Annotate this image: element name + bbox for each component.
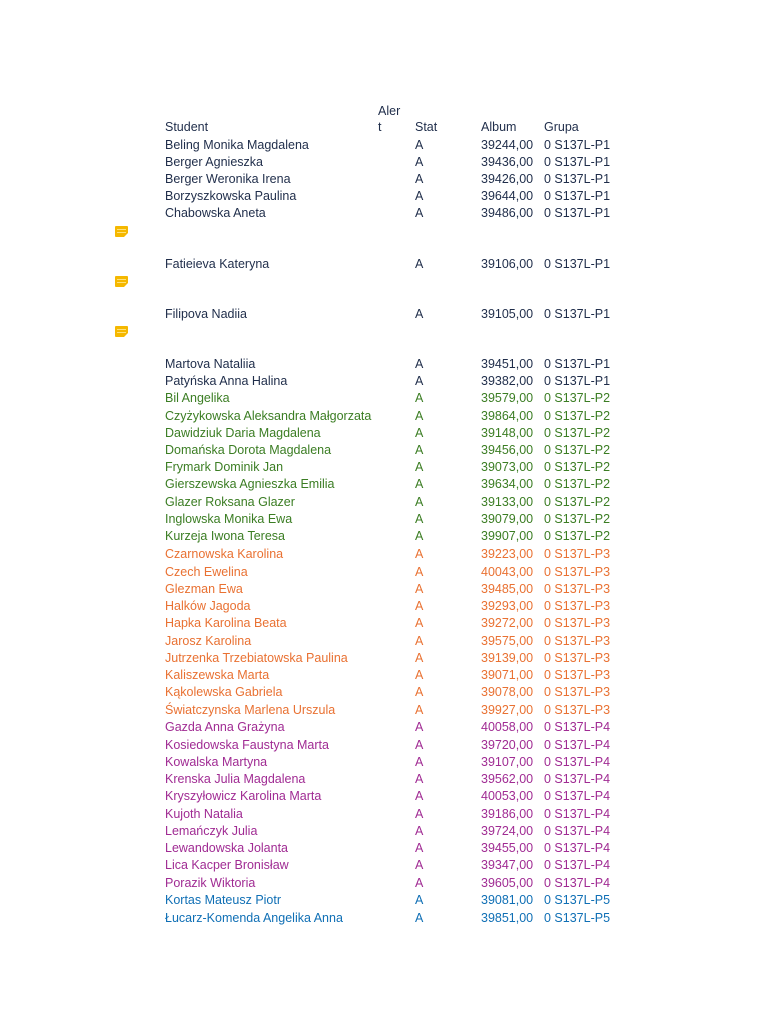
- group-cell: 0 S137L-P1: [544, 307, 611, 321]
- table-row: [0, 528, 768, 545]
- group-cell: 0 S137L-P3: [544, 599, 611, 613]
- status-cell: A: [415, 460, 424, 474]
- student-name: Domańska Dorota Magdalena: [165, 443, 332, 457]
- group-cell: 0 S137L-P3: [544, 651, 611, 665]
- table-row: [0, 306, 768, 323]
- group-cell: 0 S137L-P2: [544, 529, 611, 543]
- group-cell: 0 S137L-P3: [544, 668, 611, 682]
- album-cell: 39575,00: [481, 634, 534, 648]
- album-cell: 39927,00: [481, 703, 534, 717]
- album-cell: 39644,00: [481, 189, 534, 203]
- status-cell: A: [415, 189, 424, 203]
- student-name: Inglowska Monika Ewa: [165, 512, 293, 526]
- album-cell: 39486,00: [481, 206, 534, 220]
- status-cell: A: [415, 477, 424, 491]
- album-cell: 39426,00: [481, 172, 534, 186]
- album-cell: 39724,00: [481, 824, 534, 838]
- album-cell: 39851,00: [481, 911, 534, 925]
- album-cell: 39579,00: [481, 391, 534, 405]
- album-cell: 39451,00: [481, 357, 534, 371]
- status-cell: A: [415, 155, 424, 169]
- status-cell: A: [415, 789, 424, 803]
- album-cell: 39244,00: [481, 138, 534, 152]
- student-name: Lemańczyk Julia: [165, 824, 258, 838]
- student-name: Kosiedowska Faustyna Marta: [165, 738, 329, 752]
- group-cell: 0 S137L-P1: [544, 257, 611, 271]
- note-icon[interactable]: [115, 226, 128, 237]
- group-cell: 0 S137L-P2: [544, 512, 611, 526]
- table-row: [0, 823, 768, 840]
- album-cell: 39272,00: [481, 616, 534, 630]
- student-name: Patyńska Anna Halina: [165, 374, 288, 388]
- album-cell: 39223,00: [481, 547, 534, 561]
- table-row: [0, 494, 768, 511]
- group-cell: 0 S137L-P1: [544, 374, 611, 388]
- album-cell: 39907,00: [481, 529, 534, 543]
- status-cell: A: [415, 307, 424, 321]
- group-cell: 0 S137L-P5: [544, 911, 611, 925]
- student-name: Glazer Roksana Glazer: [165, 495, 295, 509]
- student-name: Porazik Wiktoria: [165, 876, 256, 890]
- album-cell: 39148,00: [481, 426, 534, 440]
- album-cell: 39720,00: [481, 738, 534, 752]
- table-row: [0, 615, 768, 632]
- student-name: Bil Angelika: [165, 391, 230, 405]
- table-row: [0, 442, 768, 459]
- status-cell: A: [415, 824, 424, 838]
- group-cell: 0 S137L-P2: [544, 495, 611, 509]
- table-row: [0, 256, 768, 273]
- header-stat: Stat: [415, 120, 438, 134]
- status-cell: A: [415, 738, 424, 752]
- group-cell: 0 S137L-P2: [544, 443, 611, 457]
- album-cell: 39139,00: [481, 651, 534, 665]
- status-cell: A: [415, 841, 424, 855]
- header-album: Album: [481, 120, 517, 134]
- status-cell: A: [415, 138, 424, 152]
- album-cell: 40043,00: [481, 565, 534, 579]
- student-name: Jutrzenka Trzebiatowska Paulina: [165, 651, 348, 665]
- status-cell: A: [415, 876, 424, 890]
- group-cell: 0 S137L-P4: [544, 824, 611, 838]
- table-row: [0, 788, 768, 805]
- student-name: Czech Ewelina: [165, 565, 248, 579]
- album-cell: 39107,00: [481, 755, 534, 769]
- table-row: [0, 356, 768, 373]
- table-row: [0, 373, 768, 390]
- group-cell: 0 S137L-P5: [544, 893, 611, 907]
- status-cell: A: [415, 495, 424, 509]
- student-name: Kujoth Natalia: [165, 807, 243, 821]
- table-row: [0, 875, 768, 892]
- album-cell: 39081,00: [481, 893, 534, 907]
- group-cell: 0 S137L-P2: [544, 426, 611, 440]
- student-name: Chabowska Aneta: [165, 206, 266, 220]
- table-row: [0, 650, 768, 667]
- table-row: [0, 684, 768, 701]
- status-cell: A: [415, 703, 424, 717]
- group-cell: 0 S137L-P1: [544, 189, 611, 203]
- status-cell: A: [415, 720, 424, 734]
- student-name: Dawidziuk Daria Magdalena: [165, 426, 321, 440]
- status-cell: A: [415, 172, 424, 186]
- album-cell: 39079,00: [481, 512, 534, 526]
- table-row: [0, 667, 768, 684]
- status-cell: A: [415, 911, 424, 925]
- student-name: Filipova Nadiia: [165, 307, 247, 321]
- table-row: [0, 511, 768, 528]
- student-name: Gierszewska Agnieszka Emilia: [165, 477, 335, 491]
- table-row: [0, 205, 768, 222]
- group-cell: 0 S137L-P3: [544, 616, 611, 630]
- table-row: [0, 598, 768, 615]
- group-cell: 0 S137L-P2: [544, 391, 611, 405]
- album-cell: 39293,00: [481, 599, 534, 613]
- status-cell: A: [415, 206, 424, 220]
- student-name: Łucarz-Komenda Angelika Anna: [165, 911, 343, 925]
- status-cell: A: [415, 651, 424, 665]
- album-cell: 39078,00: [481, 685, 534, 699]
- album-cell: 39071,00: [481, 668, 534, 682]
- group-cell: 0 S137L-P4: [544, 858, 611, 872]
- status-cell: A: [415, 357, 424, 371]
- student-name: Czarnowska Karolina: [165, 547, 284, 561]
- group-cell: 0 S137L-P2: [544, 409, 611, 423]
- album-cell: 40053,00: [481, 789, 534, 803]
- album-cell: 39106,00: [481, 257, 534, 271]
- note-icon[interactable]: [115, 326, 128, 337]
- table-row: [0, 476, 768, 493]
- status-cell: A: [415, 685, 424, 699]
- status-cell: A: [415, 391, 424, 405]
- table-row: [0, 892, 768, 909]
- group-cell: 0 S137L-P4: [544, 789, 611, 803]
- table-row: [0, 719, 768, 736]
- group-cell: 0 S137L-P3: [544, 582, 611, 596]
- student-name: Jarosz Karolina: [165, 634, 252, 648]
- album-cell: 39105,00: [481, 307, 534, 321]
- album-cell: 39634,00: [481, 477, 534, 491]
- status-cell: A: [415, 443, 424, 457]
- group-cell: 0 S137L-P4: [544, 755, 611, 769]
- group-cell: 0 S137L-P2: [544, 460, 611, 474]
- student-name: Światczynska Marlena Urszula: [165, 703, 336, 717]
- group-cell: 0 S137L-P3: [544, 634, 611, 648]
- status-cell: A: [415, 409, 424, 423]
- table-row: [0, 459, 768, 476]
- group-cell: 0 S137L-P1: [544, 138, 611, 152]
- status-cell: A: [415, 547, 424, 561]
- table-row: [0, 425, 768, 442]
- table-row: [0, 546, 768, 563]
- table-row: [0, 633, 768, 650]
- table-row: [0, 390, 768, 407]
- table-row: [0, 840, 768, 857]
- student-name: Berger Weronika Irena: [165, 172, 291, 186]
- status-cell: A: [415, 529, 424, 543]
- group-cell: 0 S137L-P3: [544, 703, 611, 717]
- status-cell: A: [415, 893, 424, 907]
- student-name: Gazda Anna Grażyna: [165, 720, 285, 734]
- album-cell: 39186,00: [481, 807, 534, 821]
- album-cell: 39455,00: [481, 841, 534, 855]
- group-cell: 0 S137L-P1: [544, 155, 611, 169]
- note-icon[interactable]: [115, 276, 128, 287]
- table-row: [0, 806, 768, 823]
- student-name: Borzyszkowska Paulina: [165, 189, 297, 203]
- table-row: [0, 154, 768, 171]
- student-name: Kryszyłowicz Karolina Marta: [165, 789, 322, 803]
- student-name: Berger Agnieszka: [165, 155, 263, 169]
- table-row: [0, 737, 768, 754]
- table-row: [0, 702, 768, 719]
- table-row: [0, 771, 768, 788]
- student-name: Krenska Julia Magdalena: [165, 772, 306, 786]
- status-cell: A: [415, 858, 424, 872]
- student-name: Kaliszewska Marta: [165, 668, 270, 682]
- student-name: Lica Kacper Bronisław: [165, 858, 289, 872]
- status-cell: A: [415, 772, 424, 786]
- student-name: Halków Jagoda: [165, 599, 251, 613]
- album-cell: 39605,00: [481, 876, 534, 890]
- student-name: Beling Monika Magdalena: [165, 138, 309, 152]
- album-cell: 39347,00: [481, 858, 534, 872]
- status-cell: A: [415, 755, 424, 769]
- student-name: Kąkolewska Gabriela: [165, 685, 283, 699]
- student-name: Frymark Dominik Jan: [165, 460, 284, 474]
- status-cell: A: [415, 374, 424, 388]
- group-cell: 0 S137L-P4: [544, 720, 611, 734]
- album-cell: 39456,00: [481, 443, 534, 457]
- header-alert-line2: t: [378, 120, 382, 134]
- album-cell: 39485,00: [481, 582, 534, 596]
- status-cell: A: [415, 512, 424, 526]
- student-name: Lewandowska Jolanta: [165, 841, 288, 855]
- header-student: Student: [165, 120, 209, 134]
- student-name: Kurzeja Iwona Teresa: [165, 529, 285, 543]
- album-cell: 39382,00: [481, 374, 534, 388]
- group-cell: 0 S137L-P4: [544, 772, 611, 786]
- header-grupa: Grupa: [544, 120, 579, 134]
- table-row: [0, 137, 768, 154]
- status-cell: A: [415, 565, 424, 579]
- group-cell: 0 S137L-P4: [544, 807, 611, 821]
- album-cell: 39133,00: [481, 495, 534, 509]
- album-cell: 39073,00: [481, 460, 534, 474]
- group-cell: 0 S137L-P3: [544, 685, 611, 699]
- group-cell: 0 S137L-P2: [544, 477, 611, 491]
- status-cell: A: [415, 616, 424, 630]
- table-row: [0, 857, 768, 874]
- group-cell: 0 S137L-P4: [544, 876, 611, 890]
- student-name: Czyżykowska Aleksandra Małgorzata: [165, 409, 372, 423]
- album-cell: 40058,00: [481, 720, 534, 734]
- status-cell: A: [415, 807, 424, 821]
- table-row: [0, 188, 768, 205]
- table-row: [0, 171, 768, 188]
- table-row: [0, 754, 768, 771]
- table-row: [0, 408, 768, 425]
- group-cell: 0 S137L-P1: [544, 206, 611, 220]
- status-cell: A: [415, 634, 424, 648]
- status-cell: A: [415, 582, 424, 596]
- student-name: Kortas Mateusz Piotr: [165, 893, 282, 907]
- album-cell: 39562,00: [481, 772, 534, 786]
- student-name: Martova Nataliia: [165, 357, 256, 371]
- student-name: Kowalska Martyna: [165, 755, 268, 769]
- group-cell: 0 S137L-P4: [544, 738, 611, 752]
- table-row: [0, 910, 768, 927]
- table-row: [0, 581, 768, 598]
- student-name: Glezman Ewa: [165, 582, 243, 596]
- table-row: [0, 564, 768, 581]
- album-cell: 39436,00: [481, 155, 534, 169]
- status-cell: A: [415, 668, 424, 682]
- status-cell: A: [415, 599, 424, 613]
- student-name: Fatieieva Kateryna: [165, 257, 270, 271]
- group-cell: 0 S137L-P1: [544, 357, 611, 371]
- student-name: Hapka Karolina Beata: [165, 616, 287, 630]
- header-alert-line1: Aler: [378, 104, 401, 118]
- album-cell: 39864,00: [481, 409, 534, 423]
- group-cell: 0 S137L-P4: [544, 841, 611, 855]
- group-cell: 0 S137L-P3: [544, 547, 611, 561]
- status-cell: A: [415, 257, 424, 271]
- status-cell: A: [415, 426, 424, 440]
- group-cell: 0 S137L-P3: [544, 565, 611, 579]
- group-cell: 0 S137L-P1: [544, 172, 611, 186]
